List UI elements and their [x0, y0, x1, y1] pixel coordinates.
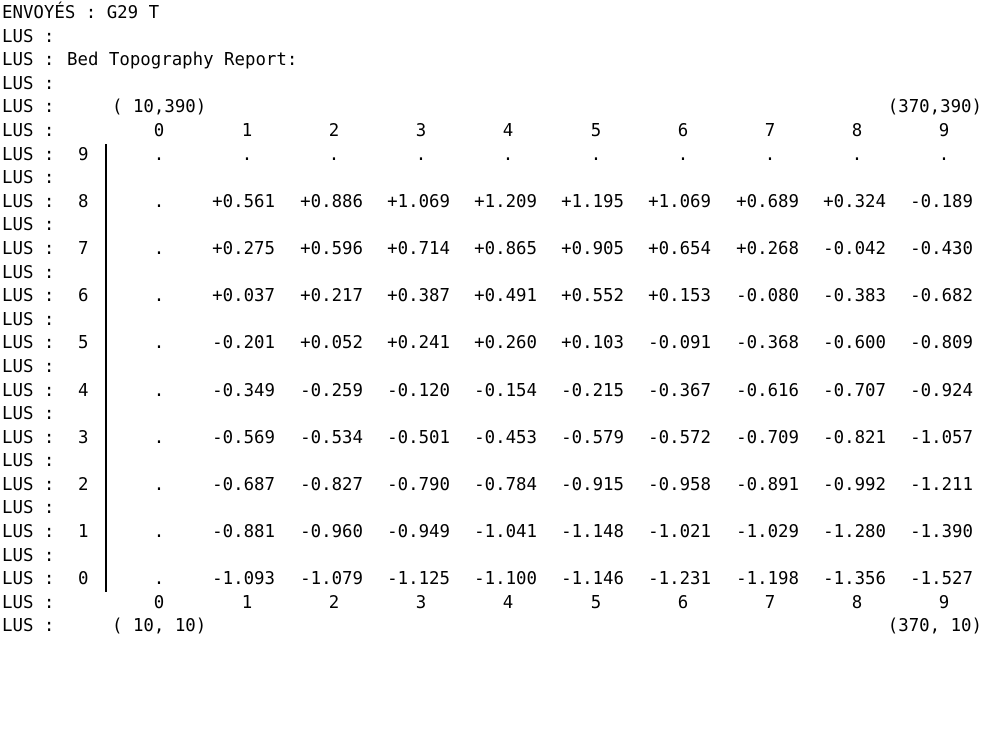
probe-value-cell: -0.572: [648, 427, 711, 448]
probe-no-data-cell: .: [677, 144, 689, 165]
row-label: 2: [78, 474, 89, 495]
probe-value-cell: +0.886: [300, 191, 363, 212]
column-header: 5: [590, 120, 602, 141]
row-label: 4: [78, 380, 89, 401]
probe-value-cell: -0.579: [561, 427, 624, 448]
line-prefix: LUS :: [2, 333, 55, 354]
line-prefix: LUS :: [2, 356, 55, 377]
probe-no-data-cell: .: [502, 144, 514, 165]
probe-value-cell: +0.689: [736, 191, 799, 212]
probe-value-cell: -0.915: [561, 474, 624, 495]
line-prefix: LUS :: [2, 309, 55, 330]
probe-value-cell: +0.153: [648, 286, 711, 307]
probe-value-cell: -0.682: [910, 286, 973, 307]
probe-value-cell: -0.215: [561, 380, 624, 401]
probe-value-cell: +1.195: [561, 191, 624, 212]
grid-row: [2, 521, 998, 545]
grid-separator-line: [2, 356, 998, 380]
grid-axis-bar: [105, 403, 107, 427]
column-header: 4: [502, 120, 514, 141]
probe-value-cell: -0.790: [387, 474, 450, 495]
grid-row: [2, 474, 998, 498]
probe-value-cell: +1.069: [648, 191, 711, 212]
grid-row: [2, 191, 998, 215]
grid-separator-line: [2, 309, 998, 333]
line-prefix: LUS :: [2, 286, 55, 307]
column-header: 6: [677, 120, 689, 141]
console-line: [2, 73, 998, 97]
grid-separator-line: [2, 497, 998, 521]
line-prefix: LUS :: [2, 144, 55, 165]
line-prefix: LUS :: [2, 498, 55, 519]
probe-value-cell: -0.784: [474, 474, 537, 495]
probe-no-data-cell: .: [851, 144, 863, 165]
probe-no-data-cell: .: [590, 144, 602, 165]
grid-axis-bar: [105, 332, 107, 356]
serial-console-output: [2, 2, 998, 639]
probe-no-data-cell: .: [153, 427, 165, 448]
probe-value-cell: +0.217: [300, 286, 363, 307]
probe-value-cell: -0.367: [648, 380, 711, 401]
probe-no-data-cell: .: [153, 569, 165, 590]
row-label: 7: [78, 238, 89, 259]
probe-no-data-cell: .: [241, 144, 253, 165]
probe-no-data-cell: .: [153, 238, 165, 259]
grid-row: [2, 427, 998, 451]
probe-no-data-cell: .: [153, 474, 165, 495]
column-header: 3: [415, 120, 427, 141]
topography-grid: [2, 144, 998, 592]
probe-value-cell: -0.383: [823, 286, 886, 307]
grid-axis-bar: [105, 450, 107, 474]
probe-value-cell: -0.809: [910, 333, 973, 354]
line-prefix: LUS :: [2, 168, 55, 189]
grid-axis-bar: [105, 144, 107, 168]
probe-value-cell: -0.080: [736, 286, 799, 307]
grid-axis-bar: [105, 474, 107, 498]
column-header: 4: [502, 592, 514, 613]
grid-axis-bar: [105, 497, 107, 521]
row-label: 8: [78, 191, 89, 212]
corner-bottom-right: (370, 10): [887, 616, 982, 637]
column-header-line-bottom: [2, 592, 998, 616]
probe-value-cell: +0.103: [561, 333, 624, 354]
line-prefix: LUS :: [2, 451, 55, 472]
column-header: 8: [851, 120, 863, 141]
grid-axis-bar: [105, 262, 107, 286]
probe-value-cell: -0.958: [648, 474, 711, 495]
probe-no-data-cell: .: [153, 144, 165, 165]
probe-value-cell: -1.356: [823, 569, 886, 590]
line-prefix: LUS :: [2, 97, 55, 118]
probe-value-cell: -0.992: [823, 474, 886, 495]
column-header: 0: [153, 120, 165, 141]
probe-value-cell: -0.891: [736, 474, 799, 495]
line-prefix: LUS :: [2, 73, 55, 94]
line-prefix: LUS :: [2, 474, 55, 495]
grid-row: [2, 285, 998, 309]
sent-command-text: ENVOYÉS : G29 T: [2, 3, 160, 23]
grid-separator-line: [2, 167, 998, 191]
probe-value-cell: -0.821: [823, 427, 886, 448]
grid-row: [2, 380, 998, 404]
row-label: 3: [78, 427, 89, 448]
probe-value-cell: -0.154: [474, 380, 537, 401]
probe-value-cell: -1.125: [387, 569, 450, 590]
probe-no-data-cell: .: [764, 144, 776, 165]
probe-no-data-cell: .: [415, 144, 427, 165]
probe-value-cell: -0.827: [300, 474, 363, 495]
grid-row: [2, 332, 998, 356]
probe-value-cell: +0.865: [474, 238, 537, 259]
probe-value-cell: -0.534: [300, 427, 363, 448]
probe-value-cell: -1.079: [300, 569, 363, 590]
probe-value-cell: -0.924: [910, 380, 973, 401]
probe-value-cell: -1.211: [910, 474, 973, 495]
corner-top-left: ( 10,390): [112, 97, 207, 118]
row-label: 9: [78, 144, 89, 165]
grid-axis-bar: [105, 309, 107, 333]
probe-value-cell: +0.596: [300, 238, 363, 259]
probe-value-cell: -1.231: [648, 569, 711, 590]
probe-value-cell: +0.037: [212, 286, 275, 307]
probe-value-cell: +0.052: [300, 333, 363, 354]
grid-axis-bar: [105, 285, 107, 309]
report-title-line: [2, 49, 998, 73]
grid-separator-line: [2, 214, 998, 238]
line-prefix: LUS :: [2, 50, 55, 71]
probe-value-cell: -0.687: [212, 474, 275, 495]
probe-value-cell: -0.949: [387, 522, 450, 543]
line-prefix: LUS :: [2, 262, 55, 283]
grid-row: [2, 144, 998, 168]
line-prefix: LUS :: [2, 569, 55, 590]
probe-value-cell: -0.616: [736, 380, 799, 401]
probe-no-data-cell: .: [153, 333, 165, 354]
grid-axis-bar: [105, 238, 107, 262]
probe-value-cell: +0.268: [736, 238, 799, 259]
grid-axis-bar: [105, 427, 107, 451]
probe-value-cell: -0.453: [474, 427, 537, 448]
line-prefix: LUS :: [2, 380, 55, 401]
grid-axis-bar: [105, 545, 107, 569]
probe-value-cell: +0.324: [823, 191, 886, 212]
probe-value-cell: -1.100: [474, 569, 537, 590]
probe-value-cell: -0.600: [823, 333, 886, 354]
probe-value-cell: +0.552: [561, 286, 624, 307]
grid-row: [2, 568, 998, 592]
probe-value-cell: -0.259: [300, 380, 363, 401]
probe-value-cell: -0.042: [823, 238, 886, 259]
line-prefix: LUS :: [2, 120, 55, 141]
line-prefix: LUS :: [2, 215, 55, 236]
probe-value-cell: -0.707: [823, 380, 886, 401]
probe-no-data-cell: .: [153, 191, 165, 212]
column-header: 9: [938, 592, 950, 613]
probe-value-cell: -0.349: [212, 380, 275, 401]
probe-value-cell: -0.201: [212, 333, 275, 354]
probe-no-data-cell: .: [328, 144, 340, 165]
probe-value-cell: +0.275: [212, 238, 275, 259]
probe-value-cell: +0.241: [387, 333, 450, 354]
probe-value-cell: -1.390: [910, 522, 973, 543]
probe-value-cell: +0.654: [648, 238, 711, 259]
probe-value-cell: -1.527: [910, 569, 973, 590]
probe-no-data-cell: .: [153, 286, 165, 307]
probe-value-cell: -1.093: [212, 569, 275, 590]
probe-value-cell: +0.260: [474, 333, 537, 354]
top-corners-line: [2, 96, 998, 120]
probe-value-cell: +0.714: [387, 238, 450, 259]
column-header: 7: [764, 592, 776, 613]
grid-axis-bar: [105, 191, 107, 215]
probe-value-cell: +0.905: [561, 238, 624, 259]
line-prefix: LUS :: [2, 545, 55, 566]
column-header: 2: [328, 592, 340, 613]
column-header: 7: [764, 120, 776, 141]
probe-no-data-cell: .: [153, 522, 165, 543]
probe-value-cell: +1.069: [387, 191, 450, 212]
column-header: 8: [851, 592, 863, 613]
probe-value-cell: -0.368: [736, 333, 799, 354]
probe-value-cell: -0.881: [212, 522, 275, 543]
row-label: 5: [78, 333, 89, 354]
row-label: 6: [78, 286, 89, 307]
line-prefix: LUS :: [2, 191, 55, 212]
column-header: 0: [153, 592, 165, 613]
probe-no-data-cell: .: [153, 380, 165, 401]
row-label: 1: [78, 522, 89, 543]
grid-separator-line: [2, 545, 998, 569]
probe-value-cell: +1.209: [474, 191, 537, 212]
column-header: 1: [241, 592, 253, 613]
column-header: 2: [328, 120, 340, 141]
grid-axis-bar: [105, 521, 107, 545]
probe-value-cell: -0.189: [910, 191, 973, 212]
probe-value-cell: -1.029: [736, 522, 799, 543]
grid-separator-line: [2, 403, 998, 427]
probe-value-cell: -1.146: [561, 569, 624, 590]
corner-bottom-left: ( 10, 10): [112, 616, 207, 637]
grid-axis-bar: [105, 214, 107, 238]
grid-axis-bar: [105, 356, 107, 380]
probe-value-cell: -1.041: [474, 522, 537, 543]
line-prefix: LUS :: [2, 404, 55, 425]
probe-value-cell: +0.387: [387, 286, 450, 307]
probe-value-cell: -0.091: [648, 333, 711, 354]
probe-no-data-cell: .: [938, 144, 950, 165]
grid-row: [2, 238, 998, 262]
probe-value-cell: -0.120: [387, 380, 450, 401]
grid-separator-line: [2, 262, 998, 286]
row-label: 0: [78, 569, 89, 590]
grid-separator-line: [2, 450, 998, 474]
report-title: Bed Topography Report:: [67, 50, 298, 71]
column-header: 5: [590, 592, 602, 613]
line-prefix: LUS :: [2, 427, 55, 448]
line-prefix: LUS :: [2, 26, 55, 47]
probe-value-cell: -0.430: [910, 238, 973, 259]
probe-value-cell: -1.021: [648, 522, 711, 543]
column-header: 6: [677, 592, 689, 613]
probe-value-cell: -0.960: [300, 522, 363, 543]
probe-value-cell: -0.709: [736, 427, 799, 448]
probe-value-cell: -1.198: [736, 569, 799, 590]
probe-value-cell: -0.569: [212, 427, 275, 448]
line-prefix: LUS :: [2, 522, 55, 543]
line-prefix: LUS :: [2, 616, 55, 637]
probe-value-cell: -1.280: [823, 522, 886, 543]
probe-value-cell: +0.491: [474, 286, 537, 307]
probe-value-cell: +0.561: [212, 191, 275, 212]
bottom-corners-line: [2, 615, 998, 639]
column-header: 3: [415, 592, 427, 613]
console-line: [2, 26, 998, 50]
probe-value-cell: -1.057: [910, 427, 973, 448]
column-header-line-top: [2, 120, 998, 144]
corner-top-right: (370,390): [887, 97, 982, 118]
grid-axis-bar: [105, 380, 107, 404]
line-prefix: LUS :: [2, 238, 55, 259]
grid-axis-bar: [105, 167, 107, 191]
column-header: 1: [241, 120, 253, 141]
sent-command-line: [2, 2, 998, 26]
probe-value-cell: -1.148: [561, 522, 624, 543]
column-header: 9: [938, 120, 950, 141]
grid-axis-bar: [105, 568, 107, 592]
probe-value-cell: -0.501: [387, 427, 450, 448]
line-prefix: LUS :: [2, 592, 55, 613]
